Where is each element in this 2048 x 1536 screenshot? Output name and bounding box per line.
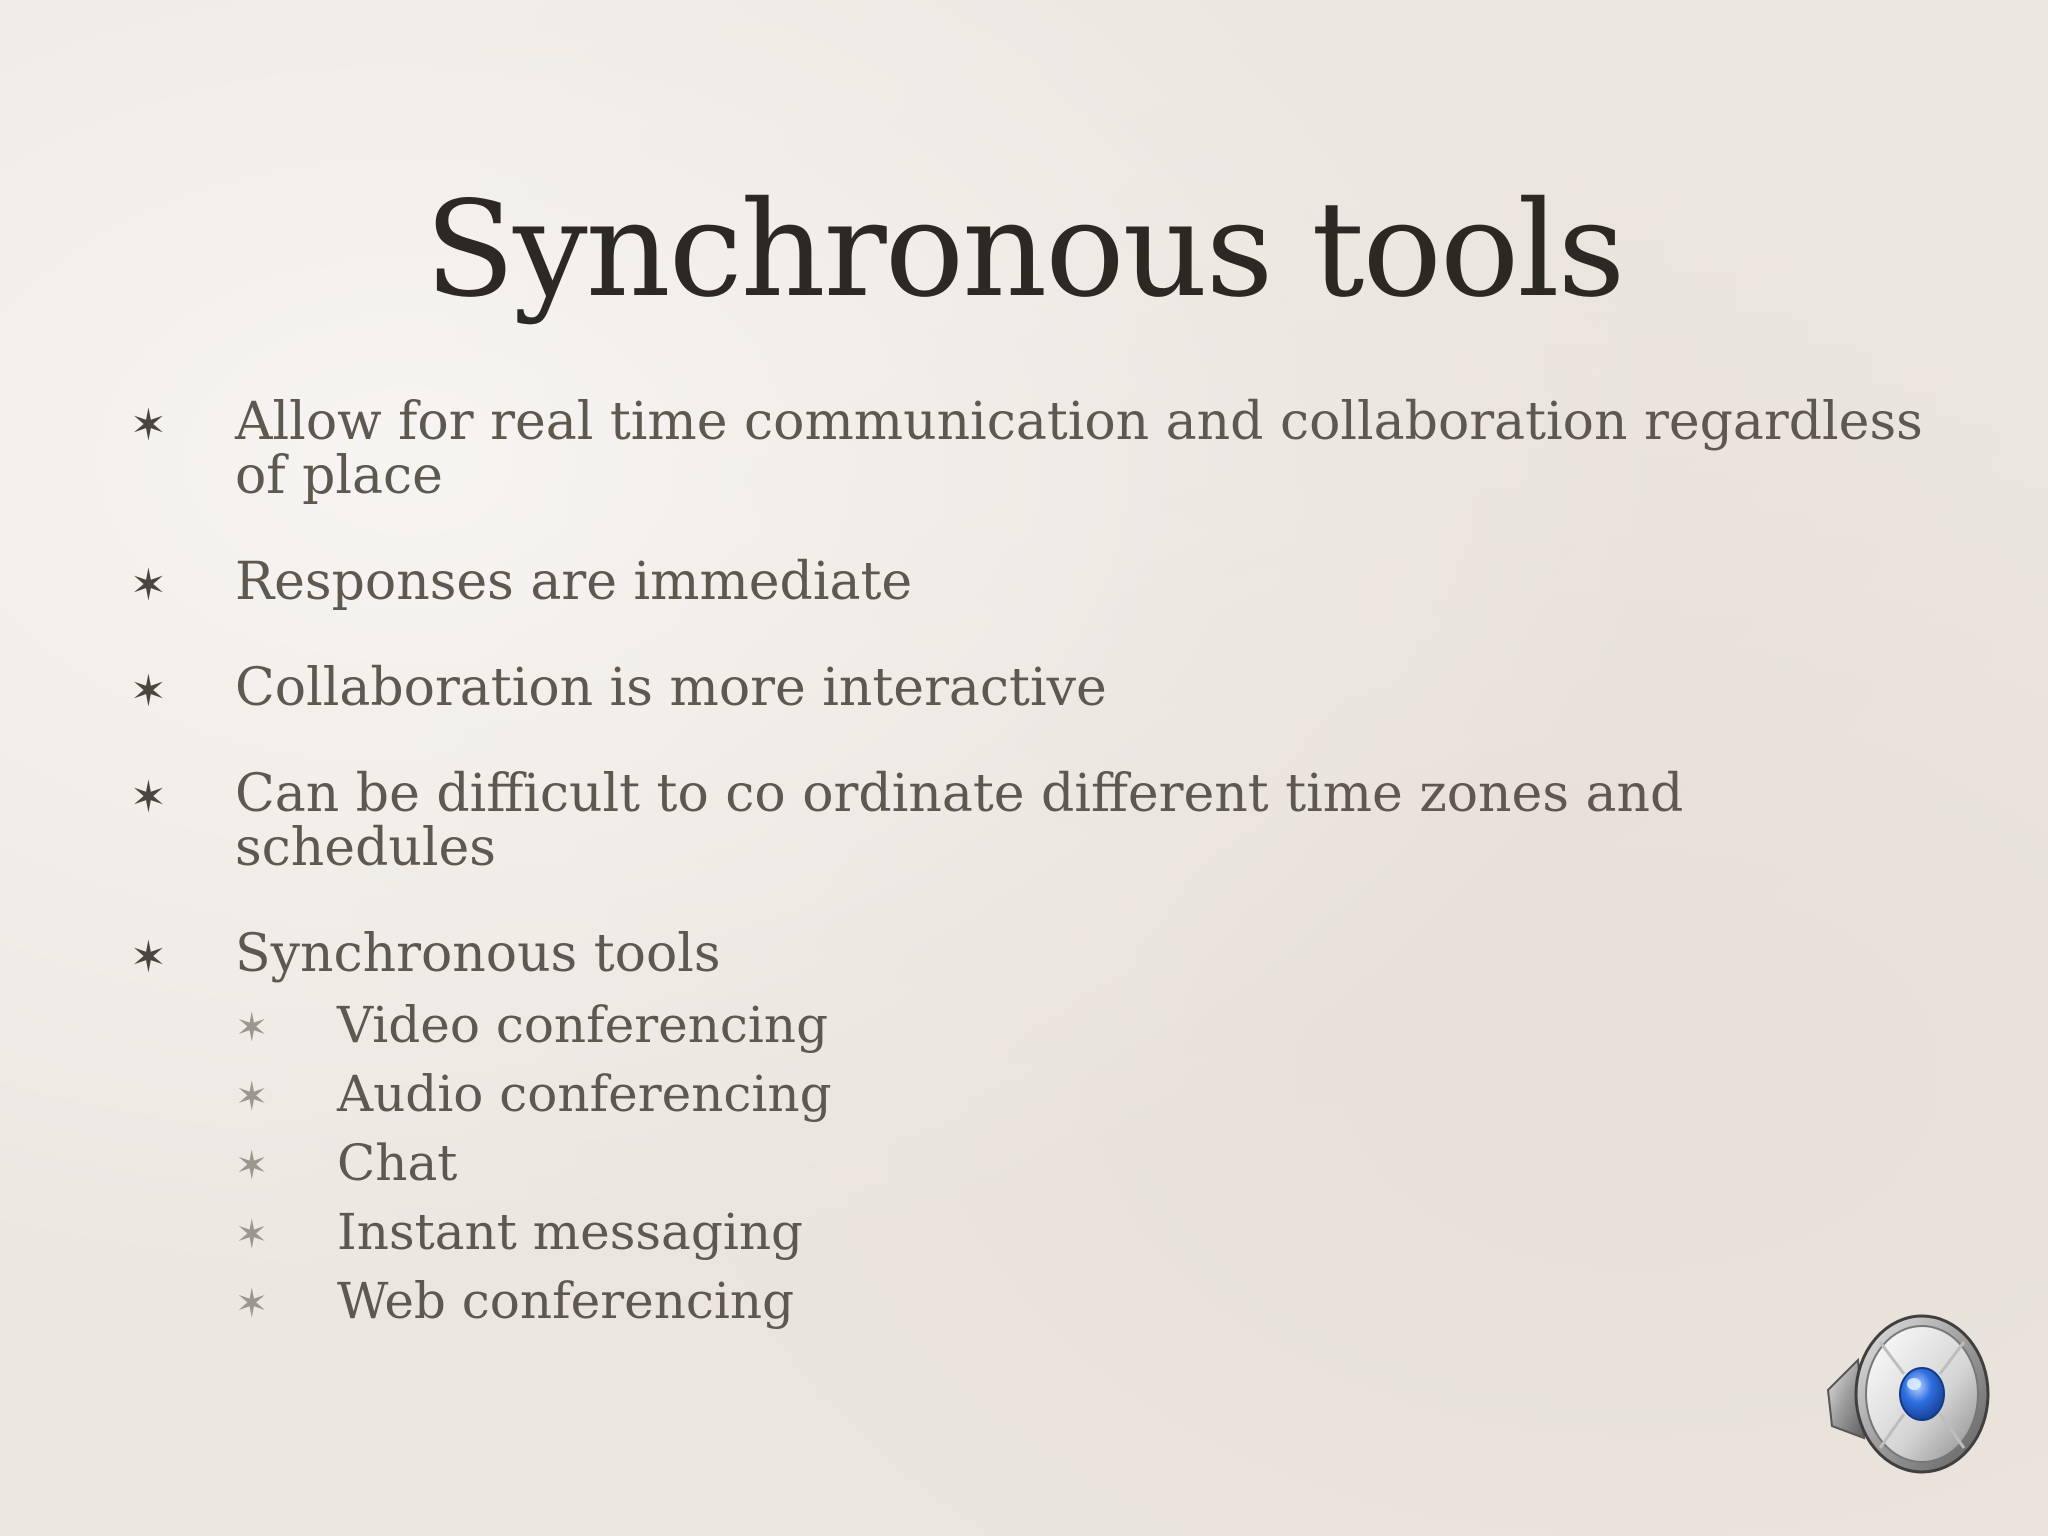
star-sub-bullet-icon: ✶ (235, 1074, 269, 1120)
bullet-text: Synchronous tools (235, 924, 721, 984)
sub-bullet-list (235, 991, 1930, 1336)
sub-bullet-item (235, 1060, 1930, 1129)
sub-bullet-text: Video conferencing (337, 996, 829, 1054)
speaker-icon[interactable] (1818, 1302, 1998, 1482)
sub-bullet-item (235, 1267, 1930, 1336)
star-sub-bullet-icon: ✶ (235, 1281, 269, 1327)
slide-title: Synchronous tools (424, 173, 1624, 327)
star-bullet-icon: ✶ (130, 560, 167, 611)
bullet-item (130, 658, 1930, 718)
star-sub-bullet-icon: ✶ (235, 1143, 269, 1189)
star-bullet-icon: ✶ (130, 932, 167, 983)
bullet-item (130, 924, 1930, 1336)
bullet-text: Can be difficult to co ordinate different time zones and schedules (235, 764, 1684, 878)
star-bullet-icon: ✶ (130, 400, 167, 451)
sub-bullet-item (235, 1129, 1930, 1198)
star-bullet-icon: ✶ (130, 772, 167, 823)
sub-bullet-item (235, 1198, 1930, 1267)
bullet-text: Responses are immediate (235, 552, 913, 612)
star-sub-bullet-icon: ✶ (235, 1212, 269, 1258)
star-bullet-icon: ✶ (130, 666, 167, 717)
sub-bullet-text: Chat (337, 1134, 458, 1192)
bullet-list (130, 392, 1930, 1388)
sub-bullet-item (235, 991, 1930, 1060)
bullet-text: Allow for real time communication and collaboration regardless of place (235, 392, 1923, 506)
sub-bullet-text: Audio conferencing (337, 1065, 832, 1123)
bullet-item (130, 764, 1930, 878)
speaker-icon-graphic (1818, 1302, 1998, 1482)
bullet-text: Collaboration is more interactive (235, 658, 1107, 718)
bullet-item (130, 552, 1930, 612)
sub-bullet-text: Web conferencing (337, 1272, 795, 1330)
bullet-item (130, 392, 1930, 506)
sub-bullet-text: Instant messaging (337, 1203, 804, 1261)
star-sub-bullet-icon: ✶ (235, 1005, 269, 1051)
